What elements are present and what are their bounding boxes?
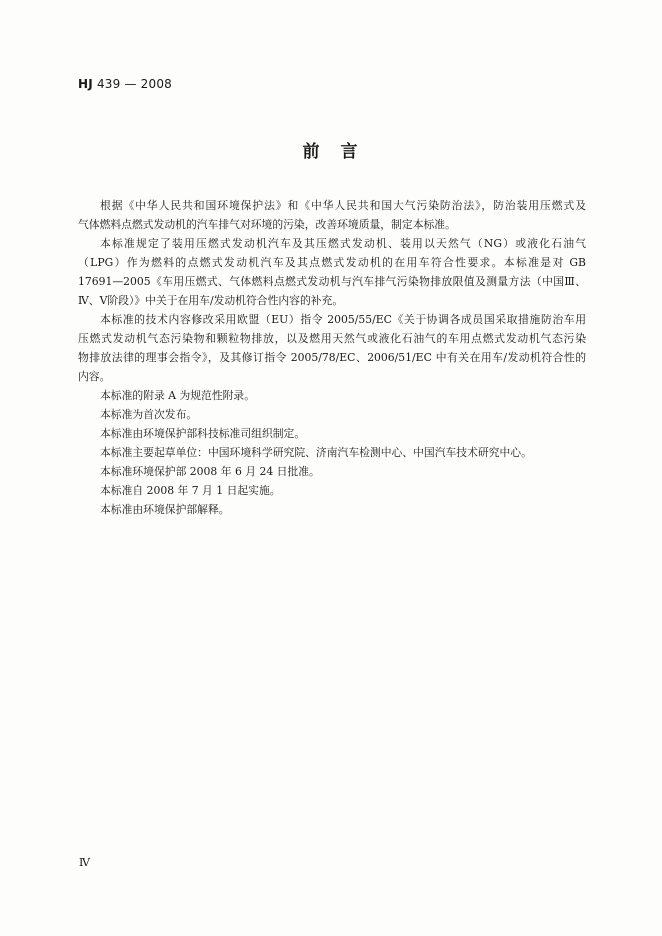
text-line: 本标准主要起草单位：中国环境科学研究院、济南汽车检测中心、中国汽车技术研究中心。	[100, 446, 532, 459]
text-line: 压燃式发动机气态污染物和颗粒物排放，以及燃用天然气或液化石油气的车用点燃式发动机气态污染	[78, 332, 586, 345]
standard-code	[78, 77, 172, 91]
text-line: 物排放法律的理事会指令》，及其修订指令 2005/78/EC、2006/51/EC 中有关在用车/发动机符合性的	[78, 351, 586, 364]
standard-prefix: HJ	[78, 77, 93, 91]
text-line: 本标准规定了装用压燃式发动机汽车及其压燃式发动机、装用以天然气（NG）或液化石油气	[100, 237, 586, 250]
text-line: 本标准的技术内容修改采用欧盟（EU）指令 2005/55/EC《关于协调各成员国采取措施防治车用	[100, 313, 586, 326]
text-line: 气体燃料点燃式发动机的汽车排气对环境的污染，改善环境质量，制定本标准。	[78, 218, 456, 231]
text-line: 本标准的附录 A 为规范性附录。	[100, 389, 256, 402]
page-title: 前 言	[302, 142, 360, 162]
text-line: 内容。	[78, 370, 111, 383]
text-line: 本标准环境保护部 2008 年 6 月 24 日批准。	[100, 465, 320, 478]
page-number: Ⅳ	[79, 856, 90, 869]
text-line: 本标准由环境保护部解释。	[100, 503, 230, 516]
text-line: Ⅳ、Ⅴ阶段）》中关于在用车/发动机符合性内容的补充。	[78, 294, 344, 307]
text-line: （LPG）作为燃料的点燃式发动机汽车及其点燃式发动机的在用车符合性要求。本标准是对 GB	[78, 256, 586, 269]
text-line: 本标准自 2008 年 7 月 1 日起实施。	[100, 484, 281, 497]
foreword-body	[78, 196, 586, 519]
text-line: 17691—2005《车用压燃式、气体燃料点燃式发动机与汽车排气污染物排放限值及测量方法（中国Ⅲ、	[78, 275, 586, 288]
standard-number: 439 — 2008	[96, 77, 173, 91]
text-line: 本标准为首次发布。	[100, 408, 198, 421]
text-line: 根据《中华人民共和国环境保护法》和《中华人民共和国大气污染防治法》，防治装用压燃式及	[100, 199, 586, 212]
text-line: 本标准由环境保护部科技标准司组织制定。	[100, 427, 306, 440]
